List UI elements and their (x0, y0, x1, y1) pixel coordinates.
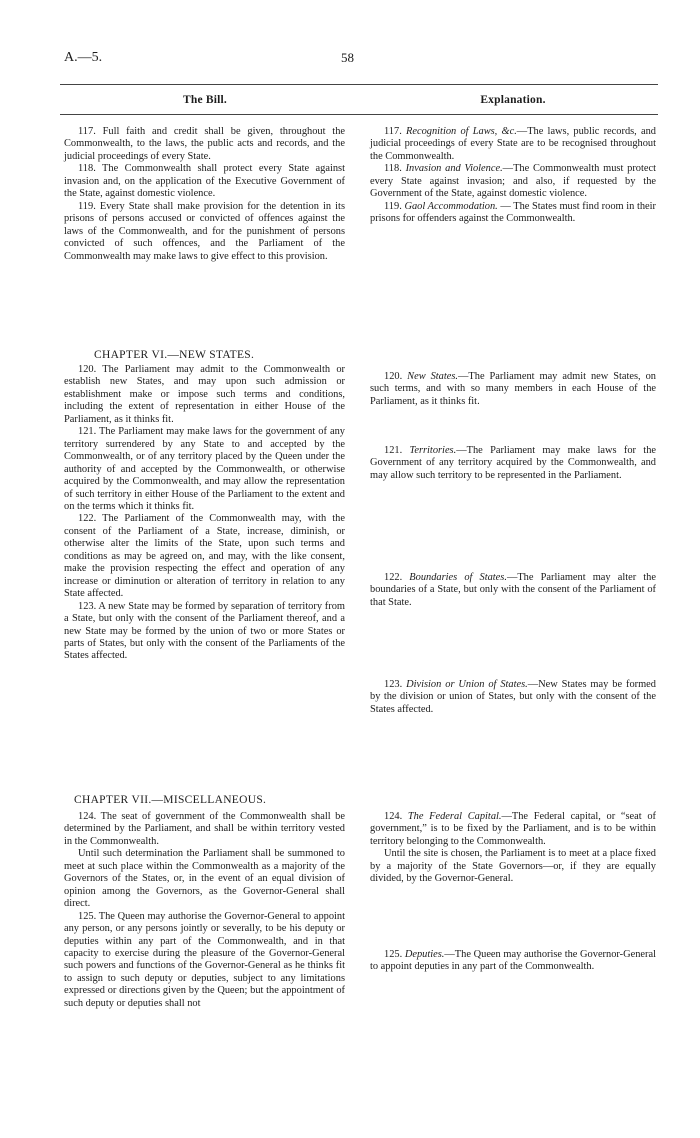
explanation-123: 123. Division or Union of States.—New States may be formed by the division or union of States, but only with the consent of the States affected. (370, 679, 656, 715)
section-124: 124. The seat of government of the Commonwealth shall be determined by the Parliament, and shall be within territory vested in the Commonwealth. (64, 811, 345, 847)
explanation-122-block (370, 572, 656, 609)
explanation-123-title: Division or Union of States. (406, 679, 528, 690)
section-117: 117. Full faith and credit shall be given, throughout the Commonwealth, to the laws, the public acts and records, and the judicial proceedings of every State. (64, 126, 345, 162)
explanation-123-block (370, 679, 656, 716)
explanation-column-title: Explanation. (480, 94, 546, 106)
explanation-124-paragraph-2: Until the site is chosen, the Parliament is to meet at a place fixed by a majority of the State Governors—or, if they are equally divided, by the Governor-General. (370, 848, 656, 885)
explanation-121-block (370, 445, 656, 482)
explanation-121-title: Territories. (409, 445, 457, 456)
document-reference: A.—5. (64, 50, 103, 65)
bill-sections-120-123 (64, 364, 345, 663)
explanation-120: 120. New States.—The Parliament may admit new States, on such terms, and with so many members in each House of the Parliament, as it thinks fit. (370, 371, 656, 407)
section-125: 125. The Queen may authorise the Governor-General to appoint any person, or any persons jointly or severally, to be his deputy or deputies within any part of the Commonwealth, and in that capacity to exercise during the pleasure of the Governor-General such powers and functions of the Governor-General as he thinks fit to assign to such deputy or deputies, subject to any limitations expressed or directions given by the Queen; but the appointment of such deputy or deputies shall not (64, 910, 345, 1009)
column-heading-rule (60, 114, 658, 115)
explanation-124: 124. The Federal Capital.—The Federal capital, or “seat of government,” is to be fixed by the Parliament, and is to be within territory belonging to the Commonwealth. (370, 811, 656, 847)
explanation-119: 119. Gaol Accommodation. — The States must find room in their prisons for offenders against the Commonwealth. (370, 200, 656, 225)
chapter-6-heading: CHAPTER VI.—NEW STATES. (94, 349, 255, 361)
chapter-7-heading: CHAPTER VII.—MISCELLANEOUS. (74, 794, 267, 806)
bill-sections-117-119 (64, 126, 345, 263)
explanation-124-block (370, 811, 656, 886)
explanation-120-title: New States. (407, 371, 459, 382)
explanation-122-title: Boundaries of States. (409, 572, 507, 583)
explanation-125-title: Deputies. (404, 949, 445, 960)
explanation-125: 125. Deputies.—The Queen may authorise the Governor-General to appoint deputies in any part of the Commonwealth. (370, 949, 657, 973)
bill-sections-124-125 (64, 811, 345, 1010)
section-123: 123. A new State may be formed by separation of territory from a State, but only with the consent of the Parliament thereof, and a new State may be formed by the union of two or more States or parts of States, but only with the consent of the Parliaments of the States affected. (64, 600, 345, 662)
page-number: 58 (341, 50, 354, 65)
explanation-118: 118. Invasion and Violence.—The Commonwealth must protect every State against invasion; and also, if requested by the Government of the State, against domestic violence. (370, 163, 656, 200)
section-124-paragraph-2: Until such determination the Parliament shall be summoned to meet at such place within the Commonwealth as a majority of the Governors of the States, or, in the event of an equal division of opinion among the Governors, as the Governor-General shall direct. (64, 848, 345, 910)
explanation-121: 121. Territories.—The Parliament may make laws for the Government of any territory acquired by the Commonwealth, and may allow such territory to be represented in the Parliament. (370, 445, 656, 481)
bill-column-title: The Bill. (183, 94, 227, 106)
explanation-124-title: The Federal Capital. (407, 811, 502, 822)
explanation-118-title: Invasion and Violence. (405, 163, 503, 175)
explanation-117-119 (370, 126, 656, 226)
explanation-119-title: Gaol Accommodation. (404, 200, 498, 212)
explanation-117: 117. Recognition of Laws, &c.—The laws, public records, and judicial proceedings of every State are to be recognised throughout the Commonwealth. (370, 126, 656, 162)
explanation-125-block (370, 949, 656, 974)
section-119: 119. Every State shall make provision for the detention in its prisons of persons accused or convicted of offences against the laws of the Commonwealth, and for the punishment of persons convicted of such offences, and the Parliament of the Commonwealth may make laws to give effect to this provision. (64, 200, 345, 262)
header-rule (60, 84, 658, 85)
section-120: 120. The Parliament may admit to the Commonwealth or establish new States, and may upon such admission or establishment make or impose such terms and conditions, including the extent of representation in either House of the Parliament, as it thinks fit. (64, 364, 345, 425)
explanation-122: 122. Boundaries of States.—The Parliament may alter the boundaries of a State, but only with the consent of the Parliament of that State. (370, 572, 656, 608)
section-118: 118. The Commonwealth shall protect every State against invasion and, on the application of the Executive Government of the State, against domestic violence. (64, 163, 345, 200)
section-122: 122. The Parliament of the Commonwealth may, with the consent of the Parliament of a State, increase, diminish, or otherwise alter the limits of the State, upon such terms and conditions as may be agreed on, and may, with the like consent, make the provision respecting the effect and operation of any increase or diminution or alteration of territory in relation to any State affected. (64, 513, 345, 600)
explanation-120-block (370, 371, 656, 408)
section-121: 121. The Parliament may make laws for the government of any territory surrendered by any State to and accepted by the Commonwealth, or of any territory placed by the Queen under the authority of and accepted by the Commonwealth, or otherwise acquired by the Commonwealth, and may allow the representation of such territory in either House of the Parliament to the extent and on the terms which it thinks fit. (64, 426, 345, 512)
explanation-117-title: Recognition of Laws, &c. (406, 126, 517, 137)
